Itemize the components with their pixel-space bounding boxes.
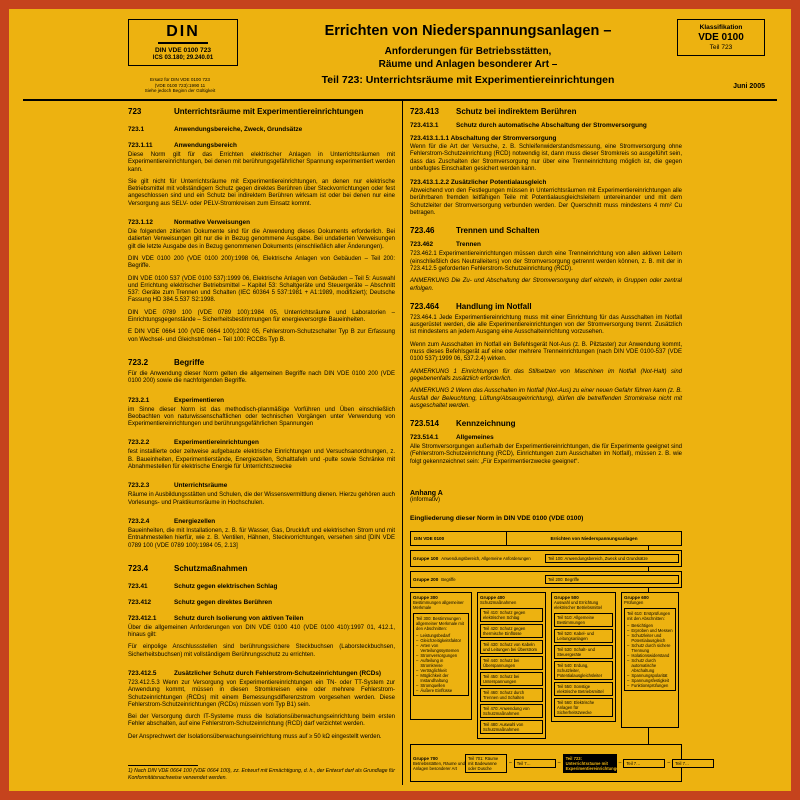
section-title: Allgemeines (456, 434, 494, 442)
din-logo: DIN (158, 23, 208, 44)
section-heading (128, 107, 395, 116)
paragraph: fest installierte oder zeitweise aufgebaute elektrische Einrichtungen und Versuchsanordnungen, z. B. Baueinheiten, Experimentierstände, Energiezellen, Schalttafeln und -pulte sowie Schränke mit Abnahmestellen für elektrische Energie für Unterrichtszwecke (128, 449, 395, 471)
diagram-column (551, 592, 616, 722)
list-item-text: Arten von Verteilungssystemen (420, 643, 459, 654)
list-item-text: Besichtigen (631, 623, 653, 629)
paragraph: Räume in Ausbildungsstätten und Schulen, die der Wissensvermittlung dienen. Hierzu gehören auch Vorlesungs- und Praktikumsräume in Hochschulen. (128, 492, 395, 506)
annex-title: Eingliederung dieser Norm in DIN VDE 0100 (VDE 0100) (410, 515, 584, 523)
list-dash: – (627, 628, 630, 634)
title-line: Anforderungen für Betriebsstätten, (384, 46, 552, 57)
column-divider (402, 101, 403, 785)
title-line: Teil 723: Unterrichtsräume mit Experimentiereinrichtungen (321, 74, 615, 86)
diagram-part-box: Teil 440: Schutz bei Überspannungen (480, 656, 543, 670)
section-title: Energiezellen (174, 517, 216, 525)
connector-dash: – (667, 760, 671, 767)
section-number: 723.464 (410, 301, 439, 311)
list-dash: – (416, 688, 419, 694)
diagram-part-box: Teil 450: Schutz bei Unterspannungen (480, 672, 543, 686)
right-column-text (410, 107, 682, 466)
diagram-list-item (627, 658, 673, 673)
list-dash: – (627, 678, 630, 684)
section-heading (128, 583, 395, 590)
list-item-text: Gleichzeitigkeitsfaktor (420, 638, 462, 644)
paragraph: Abweichend von den Festlegungen müssen in Unterrichtsräumen mit Experimentiereinrichtungen alle berührbaren fremden leitfähigen Teile mit Potentialausgleichsleitern untereinander und mit dem Schutzleiter der Stromversorgung verbunden werden. Der Querschnitt muss mindestens 4 mm² Cu betragen. (410, 188, 682, 217)
diagram-group-rows (410, 550, 682, 588)
section-number: 723.514 (410, 419, 439, 429)
right-column (410, 107, 690, 787)
issue-date: Juni 2005 (733, 83, 765, 90)
section-number: 723.2.1 (128, 396, 150, 404)
section-number: 723.1 (128, 126, 144, 133)
diagram-part-box (624, 608, 676, 691)
paragraph: Für die Anwendung dieser Norm gelten die allgemeinen Begriffe nach DIN VDE 0100 200 (VDE 0100 200) sowie die nachfolgenden Begriffe. (128, 370, 395, 385)
group-description: Betriebsstätten, Räume und Anlagen besonderer Art (413, 760, 465, 771)
list-dash: – (416, 668, 419, 674)
list-dash: – (416, 643, 419, 649)
group-label: Gruppe 200 (413, 577, 439, 583)
group-label: Gruppe 700 (413, 755, 438, 761)
section-title: Trennen und Schalten (456, 226, 540, 236)
group-label-cell (413, 577, 545, 582)
section-number: 723.514.1 (410, 434, 439, 442)
title-line: Räume und Anlagen besonderer Art – (378, 58, 558, 70)
list-dash: – (627, 633, 630, 639)
group-description: Schutzmaßnahmen (480, 600, 517, 606)
list-item-text: Schutzleiter und Potentialausgleich (631, 633, 666, 644)
paragraph: Sie gilt nicht für Unterrichtsräume mit Experimentiereinrichtungen, an denen nur elektrische Betriebsmittel mit vollständigem Schutz gegen direktes Berühren über Steckvorrichtungen oder fest angeschlossen sind und ein Schutz bei indirektem Berühren wirksam ist oder bei denen nur eine Versorgung aus SELV- oder PELV-Stromkreisen zum Einsatz kommt. (128, 178, 395, 207)
group-description: Prüfungen (624, 600, 644, 606)
section-number: 723.413.1 (410, 122, 439, 129)
section-number: 723.1.11 (128, 142, 153, 149)
paragraph: 723.462.1 Experimentiereinrichtungen müssen durch eine Trenneinrichtung von allen aktiven Leitern (einschließlich des Neutralleiters) von der Stromversorgung getrennt werden können, z. B. mit der in 723.412.5 geforderten Fehlerstrom-Schutzeinrichtung (RCD). (410, 251, 682, 272)
section-title: Schutz durch Isolierung von aktiven Teilen (174, 614, 304, 622)
list-item-text: Aufteilung in Stromkreise (420, 658, 444, 669)
list-item-text: Spannungspolarität (631, 673, 668, 679)
document-body (23, 101, 777, 787)
paragraph: Bei der Versorgung durch IT-Systeme muss die Isolationsüberwachungseinrichtung beim ersten Fehler abschalten, auf eine Fehlerstrom-Schutzeinrichtung (RCD) darf verzichtet werden. (128, 714, 395, 728)
ics-code: ICS 03.180; 29.240.01 (152, 55, 214, 61)
section-heading (410, 434, 682, 441)
section-title: Anwendungsbereich (174, 142, 237, 149)
diagram-part-box: Teil 7… (514, 759, 556, 768)
diagram-part-box (413, 613, 469, 696)
diagram-list-item (416, 673, 466, 683)
section-heading (128, 397, 395, 404)
section-title: Schutz gegen elektrischen Schlag (174, 582, 278, 590)
section-heading (410, 241, 682, 248)
section-heading (410, 107, 682, 116)
diagram-column (477, 592, 546, 739)
structure-diagram (410, 531, 690, 782)
group-label: Gruppe 500 (554, 595, 579, 601)
list-dash: – (627, 683, 630, 689)
section-number: 723.1.12 (128, 219, 153, 227)
paragraph: 723.464.1 Jede Experimentiereinrichtung muss mit einer Einrichtung für das Ausschalten im Notfall ausgerüstet werden, die alle Experimentiereinrichtungen von der Stromversorgung trennt. Zusätzlich ist mindestens an jedem Ausgang eine Ausschalteinrichtung vorzusehen. (410, 314, 682, 336)
classification-label: Klassifikation (699, 24, 743, 31)
note-paragraph: ANMERKUNG Die Zu- und Abschaltung der Stromversorgung darf einzeln, in Gruppen oder zentral erfolgen. (410, 278, 682, 292)
list-item-text: Schutz durch sichere Trennung (631, 643, 671, 654)
section-title: Anwendungsbereiche, Zweck, Grundsätze (174, 126, 303, 133)
section-number: 723.2.4 (128, 517, 150, 525)
connector-dash: – (557, 760, 561, 767)
section-heading (410, 122, 682, 129)
connector-dash: – (509, 760, 512, 767)
section-title: Schutz durch automatische Abschaltung der Stromversorgung (456, 122, 647, 129)
diagram-columns (410, 592, 682, 739)
section-number: 723.462 (410, 241, 434, 249)
group-label: Gruppe 100 (413, 556, 439, 562)
section-number: 723.46 (410, 226, 435, 236)
section-title: Zusätzlicher Schutz durch Fehlerstrom-Schutzeinrichtungen (RCDs) (174, 669, 382, 677)
section-heading (128, 564, 395, 573)
footnote-rule (128, 765, 198, 766)
section-number: 723.4 (128, 563, 149, 573)
diagram-group-row (410, 550, 682, 567)
section-number: 723.2 (128, 357, 149, 367)
section-heading (128, 219, 395, 226)
section-heading (410, 226, 682, 235)
paragraph: Für einpolige Anschlussstellen sind berührungssichere Steckbuchsen (Laborsteckbuchsen, Sicherheitsbuchsen) mit vollständigem Berührungsschutz zu errichten. (128, 644, 395, 658)
diagram-part-box: Teil 540: Erdung, Schutzleiter, Potentialausgleichsleiter (554, 661, 613, 680)
replacement-note (128, 77, 232, 94)
group-label: Gruppe 300 (413, 595, 438, 601)
paragraph: Wenn für die Art der Versuche, z. B. Schleifenwiderstandsmessung, eine Stromversorgung ohne Fehlerstrom-Schutzeinrichtung (RCD) notwendig ist, dann muss dieser Stromkreis so ausgeführt sein, dass das Zuschalten der Stromversorgung nur über eine Trenneinrichtung möglich ist, die gegen unbefugtes Einschalten gesichert werden kann. (410, 144, 682, 172)
section-title: Experimentiereinrichtungen (174, 439, 259, 447)
diagram-part-boxes (465, 754, 714, 773)
part-box-title: Teil 300: Bestimmungen allgemeiner Merkmale mit den Abschnitten: (416, 616, 464, 632)
subsection-heading: 723.413.1.2.2 Zusätzlicher Potentialausgleich (410, 179, 547, 187)
paragraph: Wenn zum Ausschalten im Notfall ein Befehlsgerät Not-Aus (z. B. Pilztaster) zur Anwendung kommt, muss dieses Befehlsgerät auf eine oder mehrere Trenneinrichtungen (nach DIN VDE 0100-537 (VDE 0100 537):1999 06, 537.2.4) wirken. (410, 341, 682, 363)
diagram-column (410, 592, 472, 720)
group-label: Gruppe 600 (624, 595, 649, 601)
connector-dash: – (618, 760, 622, 767)
part-box-title: Teil 610: Erstprüfungen mit den Abschnitten: (627, 611, 671, 622)
list-dash: – (627, 643, 630, 649)
group-label-cell (413, 756, 465, 771)
document-page (9, 9, 791, 791)
diagram-list-item (416, 688, 466, 693)
diagram-part-box: Teil 100: Anwendungsbereich, Zweck und Grundsätze (545, 554, 679, 563)
paragraph: 723.412.5.3 Wenn zur Versorgung von Experimentiereinrichtungen ein TN- oder TT-System zur Anwendung kommt, müssen in diesen Stromkreisen eine oder mehrere Fehlerstrom-Schutzeinrichtungen (RCDs) mit einem Bemessungsdifferenzstrom vorgesehen werden. Diese Fehlerstrom-Schutzeinrichtungen (RCDs) müssen vom Typ B1) sein. (128, 679, 395, 708)
list-dash: – (416, 658, 419, 664)
paragraph: DIN VDE 0100 537 (VDE 0100 537):1999 06, Elektrische Anlagen von Gebäuden – Teil 5: Auswahl und Errichtung elektrischer Betriebsmittel – Kapitel 53: Schaltgeräte und Steuergeräte – Abschnitt 537: Geräte zum Trennen und Schalten (IEC 60364 5 537:1981 + A1:1989, modifiziert); Deutsche Fassung HD 384.5.537 S2:1998. (128, 275, 395, 304)
section-title: Experimentieren (174, 396, 225, 404)
list-item-text: Leistungsbedarf (420, 633, 451, 639)
section-title: Schutzmaßnahmen (174, 563, 248, 573)
paragraph: Baueinheiten, die mit Installationen, z. B. für Wasser, Gas, Druckluft und elektrischen Strom und mit Entnahmestellen hierfür, wie z. B. Ventilen, Hähnen, Steckvorrichtungen, versehen sind [DIN VDE 0789 100 (VDE 0789 100):1984 05, 2.13] (128, 527, 395, 549)
diagram-root-label: DIN VDE 0100 (411, 532, 507, 545)
section-number: 723 (128, 107, 142, 116)
section-heading (128, 126, 395, 133)
footnote: 1) Nach DIN VDE 0664 100 (VDE 0664 100), zz. Entwurf mit Ermächtigung, d. h., der Entwurf darf als Grundlage für Konformitätsnachweise verwendet werden. (128, 768, 395, 781)
diagram-part-box: Teil 510: Allgemeine Bestimmungen (554, 613, 613, 627)
list-item-text: Stromversorgungen (420, 653, 458, 659)
classification-box (677, 19, 765, 56)
replacement-note-line: Siehe jedoch Beginn der Gültigkeit (144, 88, 216, 94)
paragraph: Diese Norm gilt für das Errichten elektrischer Anlagen in Unterrichtsräumen mit Experimentiereinrichtungen, bei denen mit berührungsgefährlicher Spannung experimentiert werden kann. (128, 152, 395, 173)
list-dash: – (416, 683, 419, 689)
section-heading (128, 615, 395, 622)
diagram-root-title: Errichten von Niederspannungsanlagen (550, 536, 638, 542)
diagram-group-700-row (410, 744, 690, 782)
section-heading (128, 358, 395, 367)
section-number: 723.413 (410, 107, 439, 116)
section-title: Kennzeichnung (456, 419, 516, 429)
diagram-column (621, 592, 679, 728)
list-item-text: Spannungsfestigkeit (631, 678, 670, 684)
section-title: Schutz bei indirektem Berühren (456, 107, 577, 116)
note-paragraph: ANMERKUNG 1 Einrichtungen für das Stillsetzen von Maschinen im Notfall (Not-Halt) sind gegebenenfalls zusätzlich erforderlich. (410, 368, 682, 382)
replacement-note-line: (VDE 0100 723):1990 11 (154, 82, 206, 88)
paragraph: DIN VDE 0789 100 (VDE 0789 100):1984 05, Unterrichtsräume und Laboratorien – Einrichtungsgegenstände – Sicherheitsbestimmungen für energieversorgte Baueinheiten. (128, 309, 395, 324)
footnote-block (128, 765, 395, 781)
group-label: Gruppe 400 (480, 595, 505, 601)
diagram-part-box: Teil 550: Sonstige elektrische Betriebsmittel (554, 682, 613, 696)
list-item-text: Stromquellen (420, 683, 446, 689)
diagram-list-item (627, 643, 673, 653)
list-item-text: Funktionsprüfungen (631, 683, 669, 689)
paragraph: Alle Stromversorgungen außerhalb der Experimentiereinrichtungen, die für Experimente geeignet sind (Fehlerstrom-Schutzeinrichtung (RCD), Einrichtungen zum Ausschalten im Notfall), müssen z. B. wie folgt gekennzeichnet sein: „Für Experimentierzwecke geeignet“. (410, 444, 682, 465)
din-publisher-box (128, 19, 238, 66)
diagram-list-item (416, 658, 466, 668)
annex-heading: Anhang A (410, 490, 443, 498)
section-number: 723.41 (128, 582, 148, 590)
section-number: 723.412 (128, 598, 152, 606)
diagram-part-box: Teil 410: Schutz gegen elektrischen Schlag (480, 608, 543, 622)
group-description: Anwendungsbereich, Allgemeine Anforderungen (441, 556, 531, 562)
section-number: 723.2.2 (128, 439, 150, 447)
diagram-part-box: Teil 200: Begriffe (545, 575, 679, 584)
diagram-part-box: Teil 470: Anwendung von Schutzmaßnahmen (480, 704, 543, 718)
paragraph: Der Ansprechwert der Isolationsüberwachungseinrichtung muss auf ≥ 50 kΩ eingestellt werden. (128, 733, 382, 740)
diagram-part-box: Teil 530: Schalt- und Steuergeräte (554, 645, 613, 659)
paragraph: DIN VDE 0100 200 (VDE 0100 200):1998 06, Elektrische Anlagen von Gebäuden – Teil 200: Begriffe. (128, 255, 395, 270)
section-number: 723.412.1 (128, 614, 157, 622)
section-title: Schutz gegen direktes Berühren (174, 598, 273, 606)
title-line: Errichten von Niederspannungsanlagen – (324, 23, 612, 39)
list-item-text: Erproben und Messen (631, 628, 673, 634)
list-item-text: Schutz durch automatische Abschaltung (631, 658, 657, 674)
section-heading (128, 482, 395, 489)
section-heading (128, 142, 395, 149)
section-heading (128, 599, 395, 606)
group-label-cell (413, 556, 545, 561)
list-dash: – (416, 673, 419, 679)
annex-a (410, 490, 690, 782)
diagram-part-box: Teil 420: Schutz gegen thermische Einflüsse (480, 624, 543, 638)
diagram-list-item (627, 633, 673, 643)
list-dash: – (627, 673, 630, 679)
annex-subheading: (informativ) (410, 497, 441, 504)
replacement-note-line: Ersatz für DIN VDE 0100 723 (149, 77, 210, 82)
section-heading (128, 518, 395, 525)
diagram-part-box: Teil 480: Auswahl von Schutzmaßnahmen (480, 720, 543, 734)
paragraph: E DIN VDE 0664 100 (VDE 0664 100):2002 05, Fehlerstrom-Schutzschalter Typ B zur Erfassung von Wechsel- und Gleichströmen – Teil 100: RCCBs Typ B. (128, 329, 395, 343)
diagram-part-box: Teil 460: Schutz durch Trennen und Schalten (480, 688, 543, 702)
group-description: Auswahl und Errichtung elektrischer Betriebsmittel (554, 600, 602, 611)
diagram-group-row (410, 571, 682, 588)
list-dash: – (627, 658, 630, 664)
list-item-text: Äußere Einflüsse (420, 688, 453, 694)
section-title: Unterrichtsräume (174, 482, 228, 490)
list-dash: – (627, 623, 630, 629)
diagram-highlight-box: Teil 723: Unterrichtsräume mit Experimentiereinrichtungen (563, 754, 617, 773)
note-paragraph: ANMERKUNG 2 Wenn das Ausschalten im Notfall (Not-Aus) zu einer neuen Gefahr führen kann (z. B. Ausfall der Beleuchtung, Lüftung/Absaugeinrichtung), dürfen die betreffenden Stromkreise nicht mit ausgeschaltet werden. (410, 388, 682, 409)
section-title: Trennen (456, 241, 481, 249)
diagram-part-box: Teil 7… (672, 759, 714, 768)
section-title: Begriffe (174, 357, 205, 367)
doc-number: DIN VDE 0100 723 (154, 47, 212, 54)
diagram-part-box: Teil 7… (623, 759, 665, 768)
section-title: Normative Verweisungen (174, 219, 251, 227)
paragraph: Die folgenden zitierten Dokumente sind für die Anwendung dieses Dokuments erforderlich. Bei datierten Verweisungen gilt nur die in Bezug genommene Ausgabe. Bei undatierten Verweisungen gilt die letzte Ausgabe des in Bezug genommenen Dokuments (einschließlich aller Änderungen). (128, 229, 395, 250)
diagram-part-box: Teil 560: Elektrische Anlagen für Sicherheitszwecke (554, 698, 613, 717)
group-description: Bestimmungen allgemeiner Merkmale (413, 600, 464, 611)
list-item-text: Möglichkeit der Instandhaltung (420, 673, 449, 684)
section-number: 723.2.3 (128, 482, 150, 490)
list-dash: – (416, 653, 419, 659)
section-heading (410, 302, 682, 311)
section-title: Handlung im Notfall (456, 301, 532, 311)
diagram-part-box: Teil 430: Schutz von Kabeln und Leitungen bei Überstrom (480, 640, 543, 654)
section-title: Unterrichtsräume mit Experimentiereinrichtungen (174, 107, 364, 116)
list-dash: – (416, 633, 419, 639)
diagram-root-box (410, 531, 682, 546)
diagram-part-box: Teil 520: Kabel- und Leitungsanlagen (554, 629, 613, 643)
list-dash: – (416, 638, 419, 644)
paragraph: im Sinne dieser Norm ist das methodisch-planmäßige Vorführen und Üben einschließlich Beobachten von naturwissenschaftlichen oder technischen Vorgängen unter Verwendung von Experimentiereinrichtungen und berührungsgefährlichen Spannungen (128, 406, 395, 428)
paragraph: Über die allgemeinen Anforderungen von DIN VDE 0100 410 (VDE 0100 410):1997 01, 412.1, hinaus gilt: (128, 624, 395, 639)
list-item-text: Isolationswiderstand (631, 653, 670, 659)
document-header (23, 11, 777, 101)
classification-code: VDE 0100 (698, 32, 744, 43)
page-title (235, 23, 701, 86)
left-column (128, 107, 395, 781)
subsection-heading: 723.413.1.1.1 Abschaltung der Stromversorgung (410, 135, 557, 142)
group-description: Begriffe (441, 577, 456, 583)
diagram-list-item (416, 643, 466, 653)
classification-part: Teil 723 (709, 44, 733, 51)
list-dash: – (627, 653, 630, 659)
section-heading (410, 419, 682, 428)
section-heading (128, 439, 395, 446)
section-heading (128, 670, 395, 677)
diagram-list-item (627, 683, 673, 688)
diagram-part-box: Teil 701: Räume mit Badewanne oder Dusche (465, 754, 507, 773)
list-item-text: Verträglichkeit (420, 668, 447, 674)
section-number: 723.412.5 (128, 669, 157, 677)
